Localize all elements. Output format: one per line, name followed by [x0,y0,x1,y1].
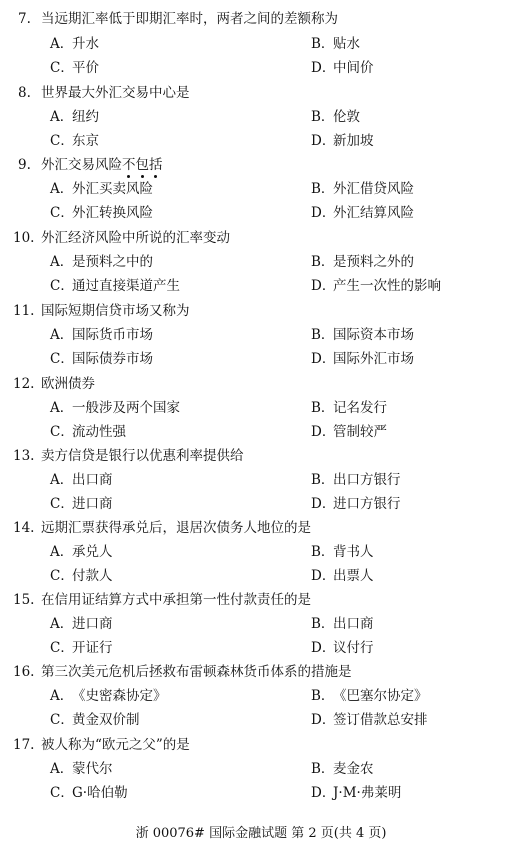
option-b [311,468,401,492]
option-letter: B． [311,254,335,270]
option-text: 国际债券市场 [72,351,153,367]
option-d [311,708,428,732]
option-text: 出票人 [333,568,374,584]
option-letter: D． [311,496,336,512]
question-number: 17. [13,737,35,753]
option-text: 进口商 [72,616,113,632]
option-text: 贴水 [333,36,360,52]
option-c [50,420,126,444]
option-b [311,757,374,781]
option-text: 产生一次性的影响 [333,278,441,294]
option-a [50,323,153,347]
option-letter: A． [50,254,74,270]
option-row [0,420,522,444]
option-row [0,347,522,371]
option-text: 升水 [72,36,99,52]
option-letter: A． [50,761,74,777]
option-text: 管制较严 [333,424,387,440]
option-letter: D． [311,640,336,656]
question-number: 11. [13,303,35,319]
option-letter: C． [50,712,74,728]
option-text: 出口方银行 [333,472,401,488]
option-d [311,56,374,80]
option-b [311,32,360,56]
option-row [0,564,522,588]
option-text: 议付行 [333,640,374,656]
option-letter: B． [311,688,335,704]
option-row [0,468,522,492]
question-number: 8. [18,85,31,101]
option-a [50,612,113,636]
option-text: 一般涉及两个国家 [72,400,180,416]
option-letter: A． [50,544,74,560]
option-letter: B． [311,327,335,343]
option-d [311,201,414,225]
option-d [311,420,387,444]
option-text: 中间价 [333,60,374,76]
option-text: 蒙代尔 [72,761,113,777]
question-number: 7. [18,11,31,27]
option-d [311,781,401,805]
option-letter: B． [311,544,335,560]
option-letter: B． [311,36,335,52]
option-letter: C． [50,496,74,512]
option-b [311,323,414,347]
option-row [0,781,522,805]
option-letter: A． [50,400,74,416]
option-d [311,564,374,588]
question-number: 13. [13,448,35,464]
option-text: 黄金双价制 [72,712,140,728]
option-b [311,250,414,274]
option-letter: C． [50,278,74,294]
option-text: 伦敦 [333,109,360,125]
option-letter: D． [311,351,336,367]
question-stem [0,516,522,540]
option-letter: C． [50,785,74,801]
emphasis-text [122,157,163,173]
option-row [0,684,522,708]
question-text: 世界最大外汇交易中心是 [41,85,190,101]
option-letter: B． [311,616,335,632]
question-stem [0,588,522,612]
option-row [0,757,522,781]
option-row [0,56,522,80]
option-text: J·M·弗莱明 [333,785,402,801]
option-c [50,636,113,660]
option-d [311,347,414,371]
option-row [0,105,522,129]
option-row [0,274,522,298]
option-text: 开证行 [72,640,113,656]
option-letter: D． [311,424,336,440]
option-letter: A． [50,109,74,125]
question-text: 外汇交易风险 [41,157,122,173]
option-c [50,492,113,516]
question-text: 欧洲债券 [41,376,95,392]
option-letter: D． [311,785,336,801]
option-a [50,250,153,274]
option-c [50,201,153,225]
option-a [50,177,153,201]
question-text: 在信用证结算方式中承担第一性付款责任的是 [41,592,311,608]
option-text: 外汇买卖风险 [72,181,153,197]
question-number: 14. [13,520,35,536]
option-letter: C． [50,424,74,440]
question-text: 卖方信贷是银行以优惠利率提供给 [41,448,244,464]
question-text: 远期汇票获得承兑后，退居次债务人地位的是 [41,520,311,536]
option-row [0,201,522,225]
option-letter: C． [50,133,74,149]
question-stem [0,7,522,31]
option-b [311,177,414,201]
option-d [311,129,374,153]
option-letter: A． [50,36,74,52]
option-c [50,274,180,298]
question-number: 15. [13,592,35,608]
option-row [0,708,522,732]
question-number: 12. [13,376,35,392]
option-letter: D． [311,205,336,221]
option-text: 流动性强 [72,424,126,440]
option-a [50,396,180,420]
question-stem [0,81,522,105]
option-a [50,468,113,492]
option-text: 新加坡 [333,133,374,149]
option-a [50,105,99,129]
option-text: 进口商 [72,496,113,512]
option-a [50,757,113,781]
option-text: G·哈伯勒 [72,785,128,801]
option-letter: A． [50,181,74,197]
option-text: 付款人 [72,568,113,584]
option-row [0,323,522,347]
option-text: 通过直接渠道产生 [72,278,180,294]
option-letter: A． [50,472,74,488]
option-letter: D． [311,60,336,76]
option-text: 外汇转换风险 [72,205,153,221]
option-letter: B． [311,400,335,416]
option-text: 承兑人 [72,544,113,560]
option-text: 《史密森协定》 [72,688,167,704]
option-row [0,540,522,564]
question-stem [0,444,522,468]
option-letter: D． [311,712,336,728]
option-d [311,492,401,516]
emphasis-char: 括 [149,153,163,177]
option-c [50,564,113,588]
option-letter: B． [311,472,335,488]
option-text: 外汇借贷风险 [333,181,414,197]
option-b [311,612,374,636]
option-letter: C． [50,640,74,656]
option-row [0,612,522,636]
option-letter: B． [311,181,335,197]
question-number: 10. [13,230,35,246]
option-text: 背书人 [333,544,374,560]
option-letter: B． [311,761,335,777]
question-number: 16. [13,664,35,680]
option-text: 签订借款总安排 [333,712,428,728]
question-stem [0,660,522,684]
option-row [0,32,522,56]
option-text: 麦金农 [333,761,374,777]
option-row [0,492,522,516]
option-row [0,396,522,420]
option-text: 平价 [72,60,99,76]
option-letter: B． [311,109,335,125]
option-text: 纽约 [72,109,99,125]
option-b [311,684,428,708]
option-text: 国际货币市场 [72,327,153,343]
option-b [311,105,360,129]
question-number: 9. [18,157,31,173]
option-letter: D． [311,568,336,584]
question-text: 当远期汇率低于即期汇率时，两者之间的差额称为 [41,11,338,27]
option-letter: D． [311,133,336,149]
option-text: 是预料之外的 [333,254,414,270]
option-text: 进口方银行 [333,496,401,512]
option-letter: A． [50,688,74,704]
question-stem [0,226,522,250]
question-text: 被人称为“欧元之父”的是 [41,737,190,753]
option-text: 记名发行 [333,400,387,416]
option-d [311,636,374,660]
question-text-wrapper [41,153,163,177]
question-stem [0,153,522,177]
option-c [50,129,99,153]
option-row [0,177,522,201]
question-stem [0,299,522,323]
option-text: 外汇结算风险 [333,205,414,221]
option-letter: A． [50,616,74,632]
option-a [50,684,167,708]
page-footer: 浙 00076# 国际金融试题 第 2 页(共 4 页) [135,826,387,841]
option-text: 国际资本市场 [333,327,414,343]
option-c [50,781,128,805]
option-letter: C． [50,60,74,76]
option-row [0,129,522,153]
option-d [311,274,441,298]
option-b [311,396,387,420]
option-text: 出口商 [333,616,374,632]
option-letter: C． [50,351,74,367]
option-text: 国际外汇市场 [333,351,414,367]
option-c [50,347,153,371]
question-stem [0,733,522,757]
option-c [50,708,140,732]
option-letter: A． [50,327,74,343]
option-a [50,32,99,56]
option-text: 出口商 [72,472,113,488]
option-letter: C． [50,205,74,221]
option-text: 是预料之中的 [72,254,153,270]
option-b [311,540,374,564]
option-row [0,250,522,274]
option-a [50,540,113,564]
option-letter: C． [50,568,74,584]
question-text: 第三次美元危机后拯救布雷顿森林货币体系的措施是 [41,664,352,680]
option-letter: D． [311,278,336,294]
option-text: 东京 [72,133,99,149]
emphasis-char: 包 [136,153,150,177]
option-c [50,56,99,80]
option-row [0,636,522,660]
question-text: 外汇经济风险中所说的汇率变动 [41,230,230,246]
option-text: 《巴塞尔协定》 [333,688,428,704]
question-text: 国际短期信贷市场又称为 [41,303,190,319]
question-stem [0,372,522,396]
emphasis-char: 不 [122,153,136,177]
